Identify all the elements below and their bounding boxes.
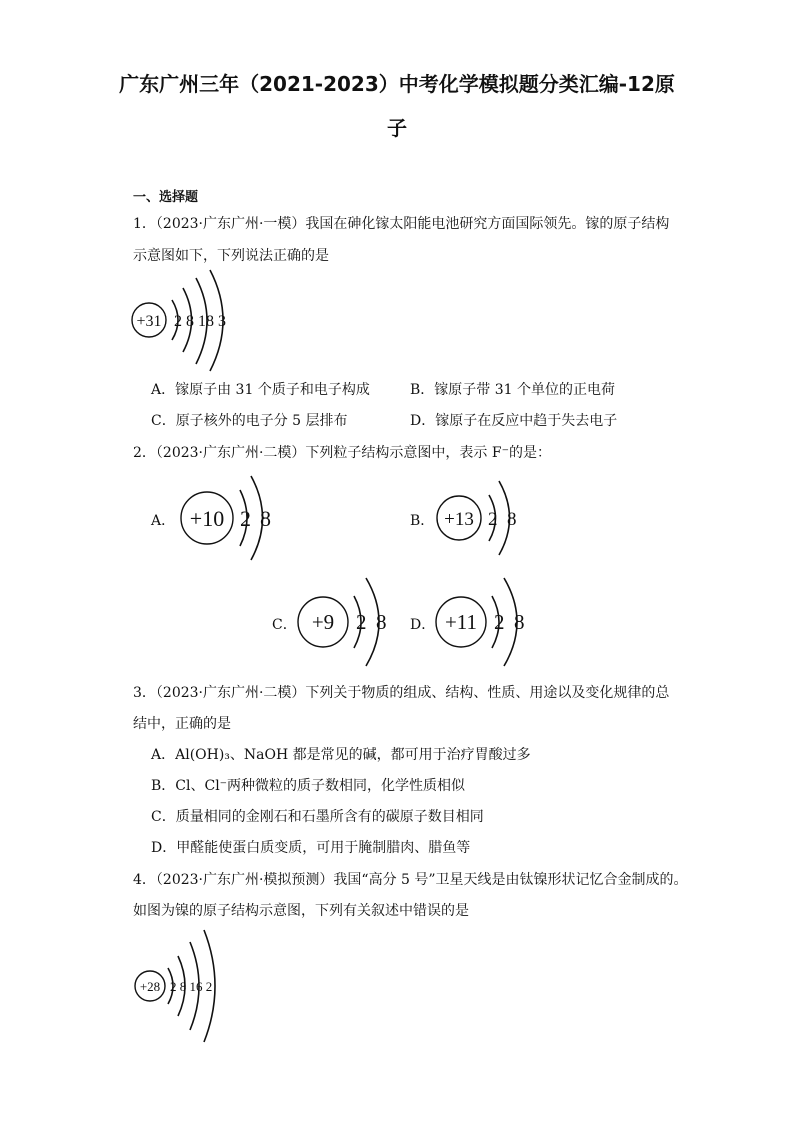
question-3-option-d[interactable]: D．甲醛能使蛋白质变质，可用于腌制腊肉、腊鱼等 xyxy=(151,840,471,856)
question-4-line2: 如图为镍的原子结构示意图，下列有关叙述中错误的是 xyxy=(133,903,469,919)
gallium-atom-diagram xyxy=(128,268,248,378)
particle-diagram-b[interactable] xyxy=(434,475,524,565)
question-4-line1: 4．（2023·广东广州·模拟预测）我国“高分 5 号”卫星天线是由钛镍形状记忆合金制成的。 xyxy=(133,872,688,888)
question-1-option-c[interactable]: C．原子核外的电子分 5 层排布 xyxy=(151,413,348,429)
particle-diagram-a[interactable] xyxy=(178,468,278,568)
question-3-line2: 结中，正确的是 xyxy=(133,716,231,732)
question-2-option-a-label[interactable]: A． xyxy=(151,513,176,529)
nucleus-charge: +13 xyxy=(444,509,474,530)
particle-diagram-c[interactable] xyxy=(296,572,396,672)
gallium-nucleus-charge: +31 xyxy=(136,313,162,330)
question-1-option-d[interactable]: D．镓原子在反应中趋于失去电子 xyxy=(410,413,618,429)
electron-count-1: 2 xyxy=(494,610,505,634)
question-1-option-a[interactable]: A．镓原子由 31 个质子和电子构成 xyxy=(151,382,370,398)
question-3-option-c[interactable]: C．质量相同的金刚石和石墨所含有的碳原子数目相同 xyxy=(151,809,484,825)
nickel-nucleus-charge: +28 xyxy=(139,979,161,994)
question-1-option-b[interactable]: B．镓原子带 31 个单位的正电荷 xyxy=(410,382,616,398)
electron-count-2: 8 xyxy=(376,610,387,634)
question-3-option-a[interactable]: A．Al(OH)₃、NaOH 都是常见的碱，都可用于治疗胃酸过多 xyxy=(151,747,531,763)
nucleus-charge: +9 xyxy=(311,610,335,634)
question-3-line1: 3．（2023·广东广州·二模）下列关于物质的组成、结构、性质、用途以及变化规律的总 xyxy=(133,685,670,701)
nucleus-charge: +11 xyxy=(444,610,478,634)
question-1-line1: 1．（2023·广东广州·一模）我国在砷化镓太阳能电池研究方面国际领先。镓的原子结构 xyxy=(133,216,670,232)
question-2-option-b-label[interactable]: B． xyxy=(410,513,435,529)
question-2-line1: 2．（2023·广东广州·二模）下列粒子结构示意图中，表示 F⁻的是： xyxy=(133,445,551,461)
nickel-electron-shells: 2 8 16 2 xyxy=(170,979,213,994)
gallium-electron-shells: 2 8 18 3 xyxy=(174,313,226,330)
electron-count-1: 2 xyxy=(488,509,498,530)
electron-count-1: 2 xyxy=(356,610,367,634)
electron-count-2: 8 xyxy=(507,509,517,530)
question-1-line2: 示意图如下，下列说法正确的是 xyxy=(133,248,329,264)
document-title-line2: 子 xyxy=(387,116,407,140)
nickel-atom-diagram xyxy=(130,928,240,1048)
electron-count-2: 8 xyxy=(514,610,525,634)
nucleus-charge: +10 xyxy=(189,506,225,531)
section-heading: 一、选择题 xyxy=(133,190,199,205)
document-title-line1: 广东广州三年（2021-2023）中考化学模拟题分类汇编-12原 xyxy=(119,72,675,96)
question-2-option-c-label[interactable]: C． xyxy=(272,617,297,633)
question-3-option-b[interactable]: B．Cl、Cl⁻两种微粒的质子数相同，化学性质相似 xyxy=(151,778,466,794)
electron-count-2: 8 xyxy=(260,506,271,531)
electron-count-1: 2 xyxy=(240,506,251,531)
question-2-option-d-label[interactable]: D． xyxy=(410,617,436,633)
particle-diagram-d[interactable] xyxy=(434,572,534,672)
